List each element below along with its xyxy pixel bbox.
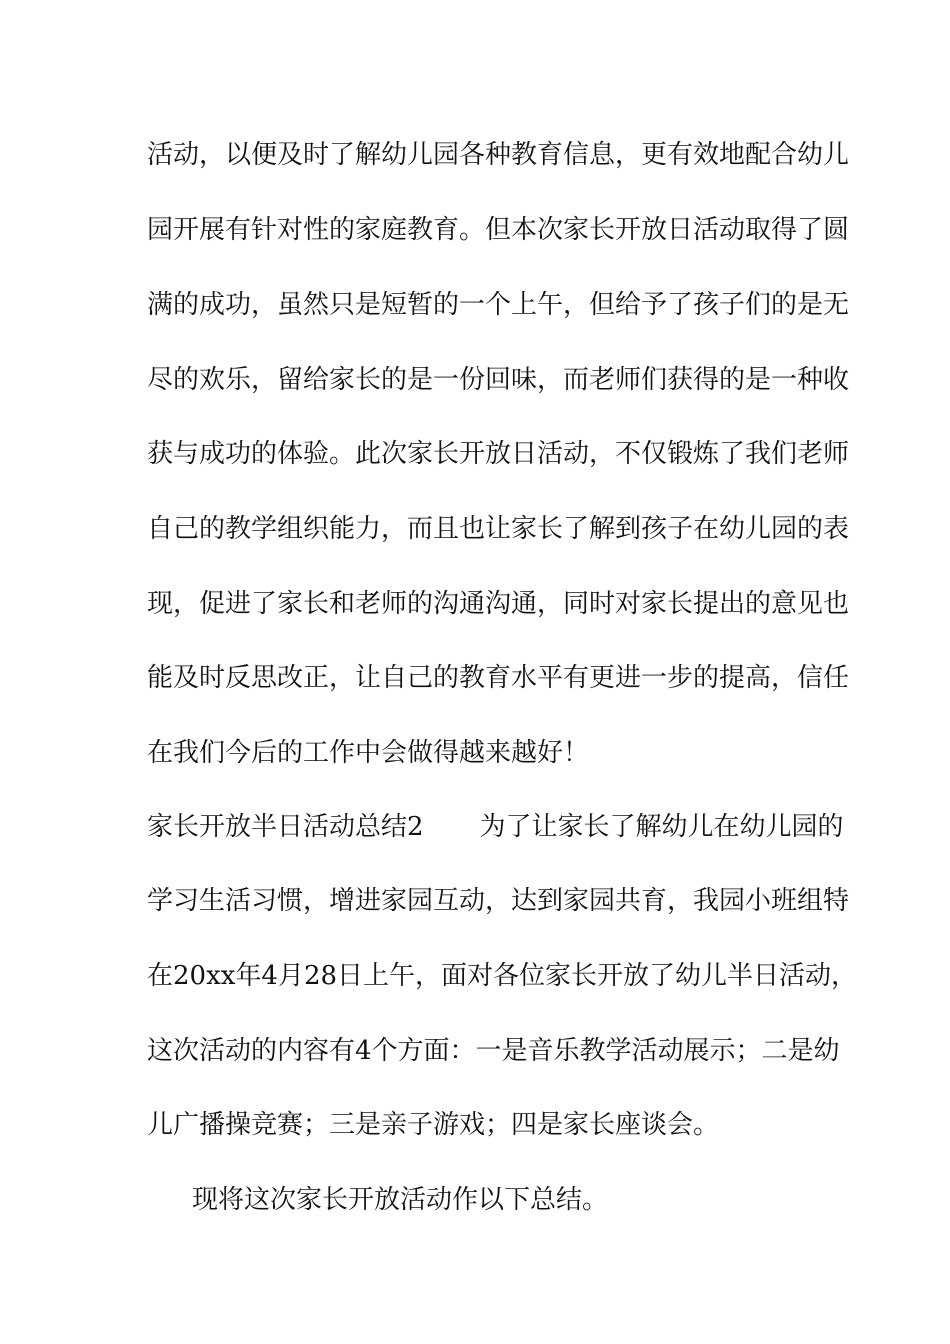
paragraph-line: 获与成功的体验。此次家长开放日活动，不仅锻炼了我们老师 [147, 439, 850, 469]
paragraph-line: 活动，以便及时了解幼儿园各种教育信息，更有效地配合幼儿 [147, 140, 850, 170]
paragraph-line: 园开展有针对性的家庭教育。但本次家长开放日活动取得了圆 [147, 215, 850, 245]
paragraph-line: 学习生活习惯，增进家园互动，达到家园共育，我园小班组特 [147, 886, 850, 916]
paragraph-line: 满的成功，虽然只是短暂的一个上午，但给予了孩子们的是无 [147, 290, 850, 320]
paragraph-line: 现，促进了家长和老师的沟通沟通，同时对家长提出的意见也 [147, 589, 850, 619]
paragraph-text: 为了让家长了解幼儿在幼儿园的 [479, 812, 844, 842]
paragraph-line: 这次活动的内容有4个方面：一是音乐教学活动展示；二是幼 [147, 1036, 840, 1066]
paragraph-line: 在20xx年4月28日上午，面对各位家长开放了幼儿半日活动， [147, 961, 858, 991]
paragraph-line: 自己的教学组织能力，而且也让家长了解到孩子在幼儿园的表 [147, 514, 850, 544]
section-heading: 家长开放半日活动总结2 [147, 812, 424, 842]
paragraph-line: 能及时反思改正，让自己的教育水平有更进一步的提高，信任 [147, 663, 850, 693]
closing-paragraph: 现将这次家长开放活动作以下总结。 [192, 1185, 609, 1215]
paragraph-line: 在我们今后的工作中会做得越来越好！ [147, 738, 590, 768]
section-heading-line [147, 812, 844, 842]
paragraph-line: 尽的欢乐，留给家长的是一份回味，而老师们获得的是一种收 [147, 365, 850, 395]
paragraph-line: 儿广播操竞赛；三是亲子游戏；四是家长座谈会。 [147, 1110, 720, 1140]
